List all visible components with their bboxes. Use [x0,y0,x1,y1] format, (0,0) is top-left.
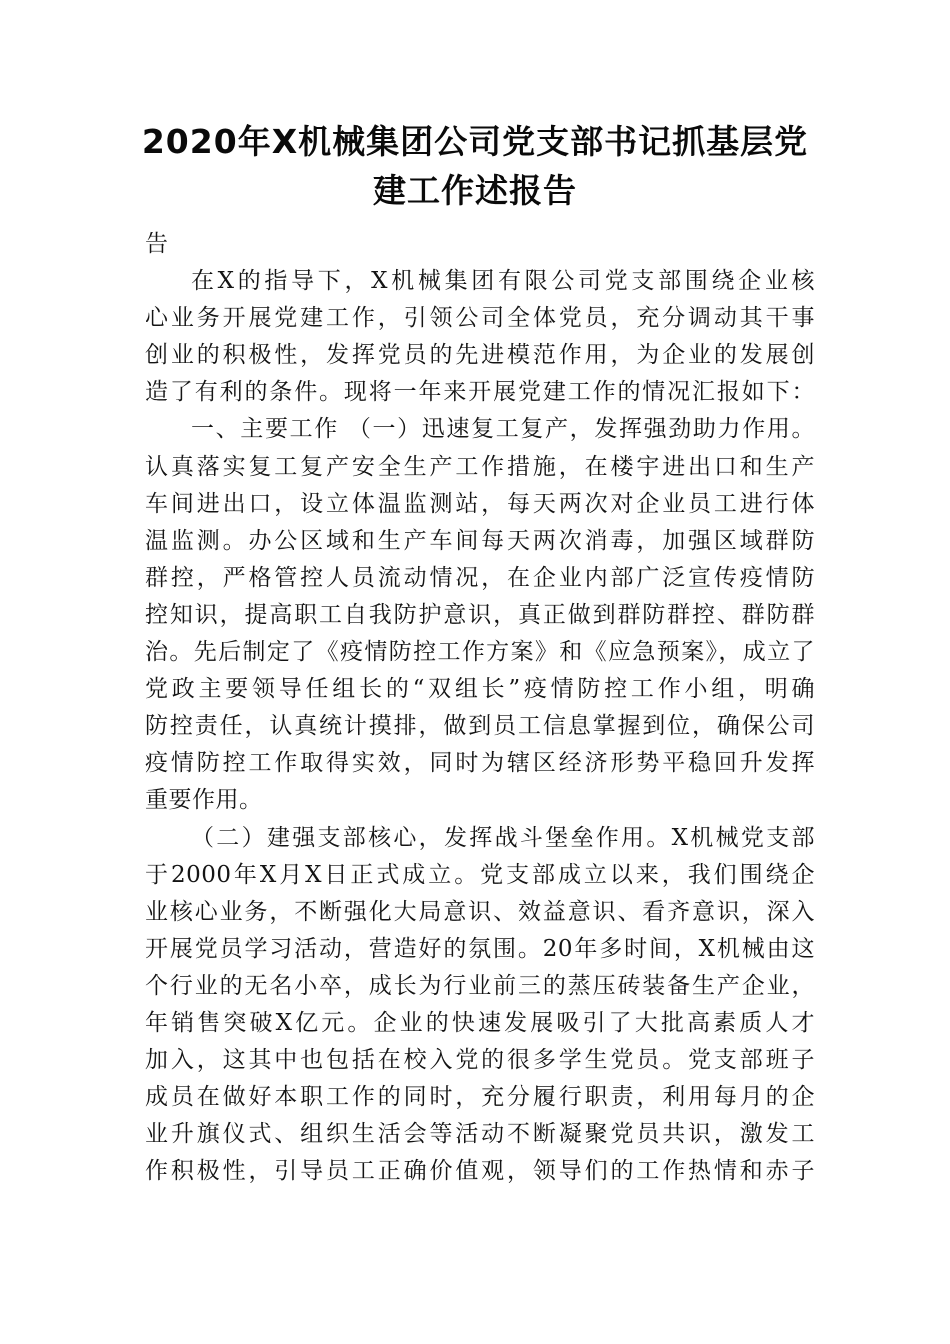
body-line: 于2000年X月X日正式成立。党支部成立以来，我们围绕企 [145,861,815,888]
body-line: 心业务开展党建工作，引领公司全体党员，充分调动其干事 [145,305,815,332]
body-line: 治。先后制定了《疫情防控工作方案》和《应急预案》，成立了 [145,639,815,666]
body-line: 个行业的无名小卒，成长为行业前三的蒸压砖装备生产企业， [145,972,815,999]
body-line: 加入，这其中也包括在校入党的很多学生党员。党支部班子 [145,1047,815,1074]
document-title-line-1: 2020年X机械集团公司党支部书记抓基层党 [141,122,809,161]
body-line: （二）建强支部核心，发挥战斗堡垒作用。X机械党支部 [191,824,815,851]
body-line: 控知识，提高职工自我防护意识，真正做到群防群控、群防群 [145,601,815,628]
body-line: 在X的指导下，X机械集团有限公司党支部围绕企业核 [191,268,815,295]
body-line: 重要作用。 [145,787,263,814]
body-line: 温监测。办公区域和生产车间每天两次消毒，加强区域群防 [145,527,815,554]
body-line: 认真落实复工复产安全生产工作措施，在楼宇进出口和生产 [145,453,815,480]
body-line: 业升旗仪式、组织生活会等活动不断凝聚党员共识，激发工 [145,1121,815,1148]
body-line: 造了有利的条件。现将一年来开展党建工作的情况汇报如下： [145,379,815,406]
body-line: 业核心业务，不断强化大局意识、效益意识、看齐意识，深入 [145,898,815,925]
body-line: 群控，严格管控人员流动情况，在企业内部广泛宣传疫情防 [145,564,815,591]
body-line: 作积极性，引导员工正确价值观，领导们的工作热情和赤子 [145,1158,815,1185]
body-line: 创业的积极性，发挥党员的先进模范作用，为企业的发展创 [145,342,815,369]
document-title-line-2: 建工作述报告 [373,171,577,210]
body-line: 疫情防控工作取得实效，同时为辖区经济形势平稳回升发挥 [145,750,815,777]
body-line: 车间进出口，设立体温监测站，每天两次对企业员工进行体 [145,490,815,517]
body-line: 防控责任，认真统计摸排，做到员工信息掌握到位，确保公司 [145,713,815,740]
body-line: 告 [145,231,169,257]
body-line: 开展党员学习活动，营造好的氛围。20年多时间，X机械由这 [145,935,815,962]
body-line: 年销售突破X亿元。企业的快速发展吸引了大批高素质人才 [145,1009,815,1036]
body-line: 一、主要工作 （一）迅速复工复产，发挥强劲助力作用。 [191,416,815,443]
document-body [145,226,815,1190]
body-line: 成员在做好本职工作的同时，充分履行职责，利用每月的企 [145,1084,815,1111]
body-line: 党政主要领导任组长的“双组长”疫情防控工作小组，明确 [145,676,815,703]
